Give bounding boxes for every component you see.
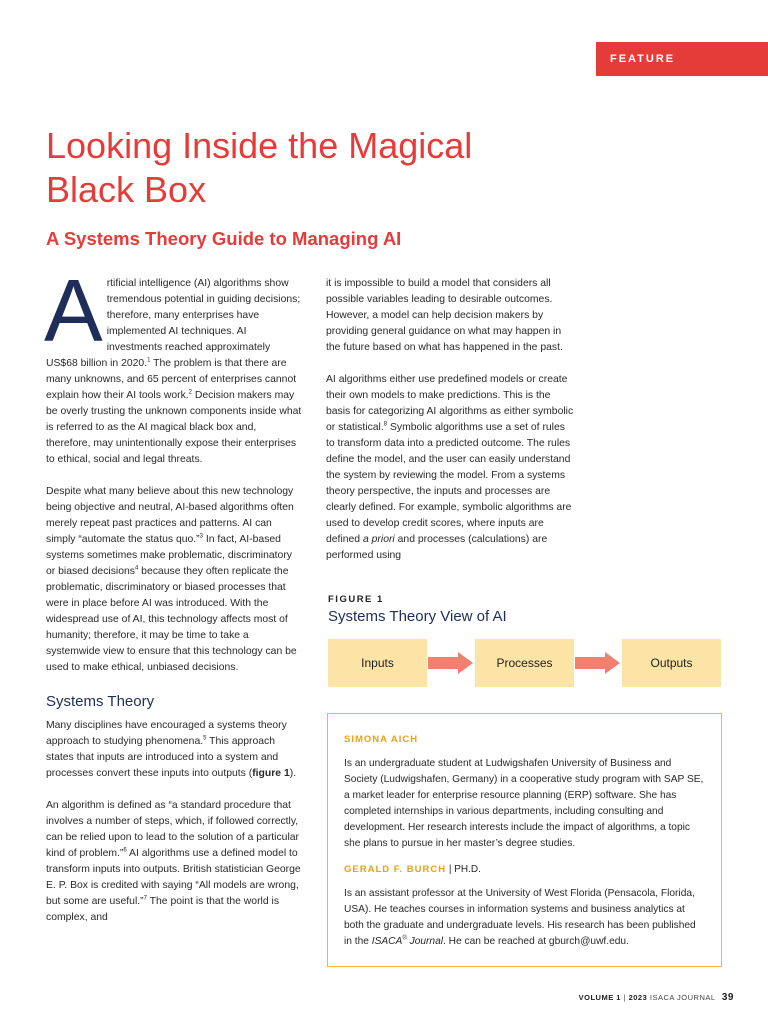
author-degree: | PH.D. [446,864,481,875]
footer-journal: ISACA JOURNAL [649,993,716,1002]
paragraph-4: An algorithm is defined as “a standard procedure that involves a number of steps, which, if followed correctly, can be relied upon to lead to the solution of a particular kind of problem.”$^6$ AI algorithms use a defined model to transform inputs into outputs. British statistician George E. P. Box is credited with saying “All models are wrong, but some are useful.”$^7$ The point is that the world is complex, and [46,800,301,923]
drop-cap: A [44,261,103,360]
arrow-icon [575,652,621,674]
footer-year: 2023 [628,993,648,1002]
flow-box-processes: Processes [475,639,574,687]
paragraph-r1: it is impossible to build a model that considers all possible variables leading to desirable outcomes. However, a model can help decision makers by providing general guidance on what may happen in the future based on what has happened in the past. [326,278,563,353]
title-line-2: Black Box [46,169,207,210]
paragraph-r2: AI algorithms either use predefined models or create their own models to make predictions. This is the basis for categorizing AI algorithms as either symbolic or statistical.$^8$ Symbolic algorithms use a set of rules to transform data into a predicted outcome. The rules define the model, and the user can easily understand the system by reviewing the model. From a systems theory perspective, the inputs and processes are clearly defined. For example, symbolic algorithms are used to develop credit scores, where inputs are defined a priori and processes (calculations) are performed using [326,374,574,561]
figure-title: Systems Theory View of AI [328,608,507,625]
paragraph-2: Despite what many believe about this new technology being objective and neutral, AI-based algorithms often merely repeat past practices and patterns. AI can simply “automate the status quo.”$^3$ In fact, AI-based systems sometimes make problematic, discriminatory or biased decisions$^4$ because they often replicate the problematic, discriminatory or biased processes that were in place before AI was introduced. With the widespread use of AI, this technology affects most of humanity; therefore, it may be time to take a systemwide view to ensure that this technology can be used to make ethical, unbiased decisions. [46,486,297,673]
arrow-icon [428,652,474,674]
section-heading: Systems Theory [46,693,155,710]
paragraph-1: Artificial intelligence (AI) algorithms show tremendous potential in guiding decisions; therefore, many enterprises have implemented AI techniques. AI investments reached approximately US$68 billion in 2020.$^1$ The problem is that there are many unknowns, and 65 percent of enterprises cannot explain how their AI tools work.$^2$ Decision makers may be overly trusting the unknown components inside what is referred to as the AI magical black box and, therefore, may unintentionally expose their enterprises to ethical, social and legal threats. [44,261,302,465]
footer-separator: | [623,993,626,1002]
author-bio-2: Is an assistant professor at the University of West Florida (Pensacola, Florida, USA). He teaches courses in information systems and business analytics at both the graduate and undergraduate levels. His research has been published in the ISACA® Journal. He can be reached at gburch@uwf.edu. [344,888,696,947]
feature-tag: FEATURE [596,42,768,76]
left-column [44,261,302,942]
page-footer [579,992,734,1003]
page-number: 39 [721,992,734,1003]
author-bio-1: Is an undergraduate student at Ludwigshafen University of Business and Society (Ludwigshafen, Germany) in a cooperative study program with SAP SE, a market leader for enterprise resource planning (ERP) software. She has completed internships in various departments, including consulting and development. Her research interests include the impact of algorithms, a topic she plans to pursue in her master’s degree studies. [344,758,704,849]
figure-label: FIGURE 1 [328,594,384,605]
title-line-1: Looking Inside the Magical [46,125,473,166]
flow-box-inputs: Inputs [328,639,427,687]
right-column [326,276,576,580]
author-name-2: GERALD F. BURCH | PH.D. [344,864,481,875]
figure-reference-link[interactable]: figure 1 [252,768,290,779]
flow-box-outputs: Outputs [622,639,721,687]
footer-volume: VOLUME 1 [578,993,621,1002]
author-bio-box [327,713,722,967]
article-subtitle: A Systems Theory Guide to Managing AI [46,228,402,249]
paragraph-3: Many disciplines have encouraged a systems theory approach to studying phenomena.$^5$ This approach states that inputs are introduced into a system and processes convert these inputs into outputs (figure 1). [46,720,297,779]
article-title [46,124,606,212]
author-name-1: SIMONA AICH [344,734,419,745]
